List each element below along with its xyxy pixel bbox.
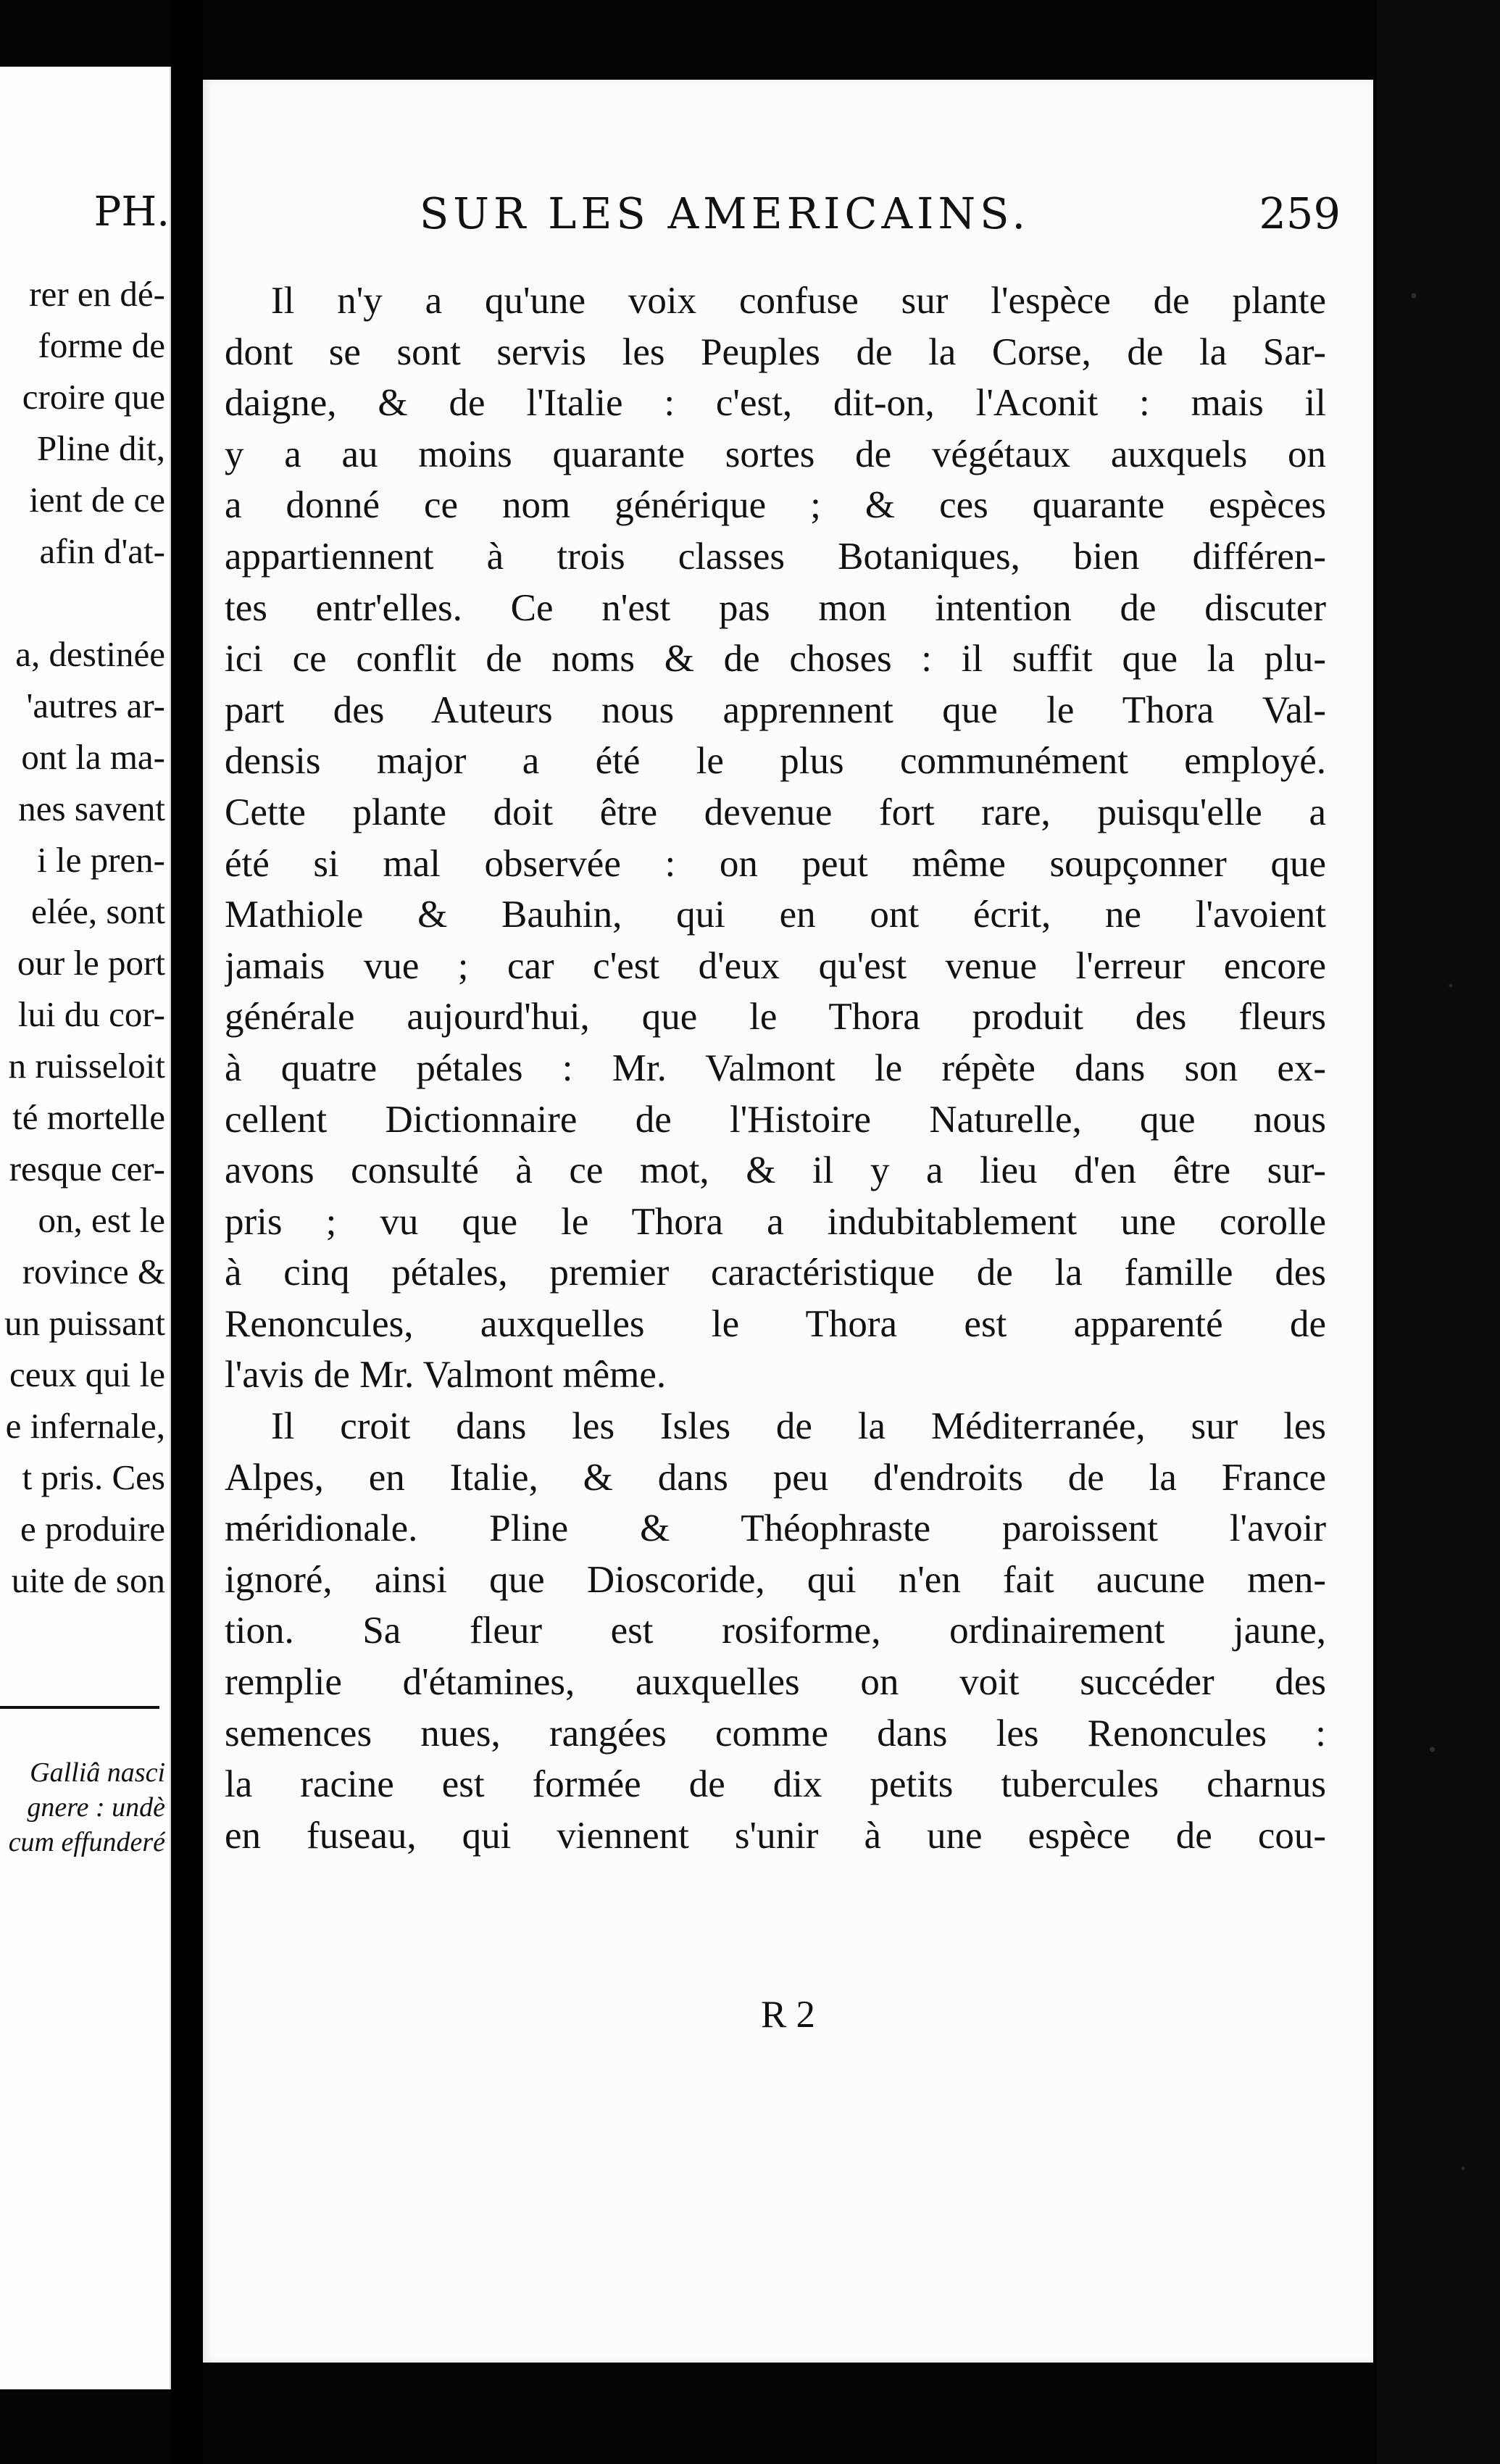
text-line: en fuseau, qui viennent s'unir à une espèce de cou-: [225, 1814, 1326, 1857]
text-line: tion. Sa fleur est rosiforme, ordinairement jaune,: [225, 1610, 1326, 1652]
text-line: afin d'at-: [39, 531, 165, 571]
text-line: ici ce conflit de noms & de choses : il suffit que la plu-: [225, 638, 1326, 680]
text-line: Il n'y a qu'une voix confuse sur l'espèce de plante: [271, 280, 1326, 322]
text-line: à quatre pétales : Mr. Valmont le répète dans son ex-: [225, 1046, 1326, 1089]
text-line: part des Auteurs nous apprennent que le Thora Val-: [225, 688, 1326, 731]
footnote-rule: [0, 1706, 159, 1709]
text-line: resque cer-: [9, 1149, 165, 1189]
text-line: un puissant: [4, 1303, 165, 1343]
text-line: ont la ma-: [21, 737, 165, 777]
text-line: té mortelle: [12, 1097, 165, 1137]
text-line: la racine est formée de dix petits tubercules charnus: [225, 1763, 1326, 1806]
text-line: densis major a été le plus communément employé.: [225, 740, 1326, 783]
running-head: [355, 188, 1341, 246]
text-line: on, est le: [38, 1200, 165, 1240]
text-line: rovince &: [22, 1252, 165, 1291]
text-line: nes savent: [18, 788, 165, 828]
text-line: générale aujourd'hui, que le Thora produit des fleurs: [225, 996, 1326, 1039]
text-line: remplie d'étamines, auxquelles on voit succéder des: [225, 1661, 1326, 1704]
running-title: SUR LES AMERICAINS.: [419, 188, 1030, 238]
text-line: appartiennent à trois classes Botaniques, bien différen-: [225, 535, 1326, 578]
text-line: l'avis de Mr. Valmont même.: [225, 1354, 667, 1397]
text-line: daigne, & de l'Italie : c'est, dit-on, l'Aconit : mais il: [225, 382, 1326, 425]
text-line: elée, sont: [30, 891, 165, 931]
text-line: croire que: [22, 377, 165, 417]
text-line: jamais vue ; car c'est d'eux qu'est venue l'erreur encore: [225, 944, 1326, 987]
text-line: dont se sont servis les Peuples de la Corse, de la Sar-: [225, 330, 1326, 373]
text-line: lui du cor-: [17, 994, 165, 1034]
text-line: Alpes, en Italie, & dans peu d'endroits de la France: [225, 1456, 1326, 1499]
text-line: y a au moins quarante sortes de végétaux auxquels on: [225, 433, 1326, 475]
text-line: avons consulté à ce mot, & il y a lieu d'en être sur-: [225, 1149, 1326, 1192]
text-line: ient de ce: [29, 480, 165, 520]
text-line: [0, 577, 165, 628]
previous-page-header: PH.: [93, 188, 170, 236]
text-line: rer en dé-: [29, 274, 165, 314]
footnote-line: Galliâ nasci: [30, 1757, 165, 1788]
text-line: à cinq pétales, premier caractéristique de la famille des: [225, 1252, 1326, 1294]
text-line: semences nues, rangées comme dans les Renoncules :: [225, 1712, 1326, 1755]
text-line: n ruisseloit: [8, 1046, 165, 1086]
text-line: Cette plante doit être devenue fort rare, puisqu'elle a: [225, 791, 1326, 833]
text-line: ignoré, ainsi que Dioscoride, qui n'en fait aucune men-: [225, 1558, 1326, 1601]
text-line: cellent Dictionnaire de l'Histoire Naturelle, que nous: [225, 1098, 1326, 1141]
text-line: méridionale. Pline & Théophraste paroissent l'avoir: [225, 1507, 1326, 1550]
text-line: Renoncules, auxquelles le Thora est apparenté de: [225, 1302, 1326, 1345]
text-line: ceux qui le: [9, 1354, 165, 1394]
text-line: t pris. Ces: [22, 1457, 165, 1497]
text-line: i le pren-: [37, 840, 165, 880]
signature-mark: R 2: [760, 1994, 816, 2036]
previous-page-fragment: [0, 67, 171, 2389]
footnote-line: gnere : undè: [27, 1792, 165, 1823]
text-line: été si mal observée : on peut même soupçonner que: [225, 842, 1326, 885]
footnote-line: cum effunderé: [8, 1827, 165, 1857]
text-line: e infernale,: [5, 1406, 165, 1446]
book-page: [203, 80, 1373, 2363]
scan-edge: [1377, 0, 1500, 2464]
text-line: tes entr'elles. Ce n'est pas mon intention de discuter: [225, 586, 1326, 629]
body-text: [225, 275, 1326, 1861]
text-line: Mathiole & Bauhin, qui en ont écrit, ne l'avoient: [225, 894, 1326, 936]
text-line: 'autres ar-: [26, 686, 165, 725]
previous-page-text: [0, 268, 165, 1606]
book-gutter: [171, 0, 203, 2464]
page-number: 259: [1259, 188, 1341, 238]
text-line: uite de son: [11, 1560, 165, 1600]
text-line: forme de: [38, 325, 165, 365]
previous-page-footnote: [0, 1755, 165, 1860]
text-line: a donné ce nom générique ; & ces quarante espèces: [225, 484, 1326, 527]
text-line: our le port: [17, 943, 165, 983]
text-line: Pline dit,: [37, 428, 165, 468]
text-line: e produire: [20, 1509, 165, 1549]
text-line: Il croit dans les Isles de la Méditerranée, sur les: [271, 1405, 1326, 1448]
text-line: pris ; vu que le Thora a indubitablement une corolle: [225, 1200, 1326, 1243]
text-line: a, destinée: [15, 634, 165, 674]
